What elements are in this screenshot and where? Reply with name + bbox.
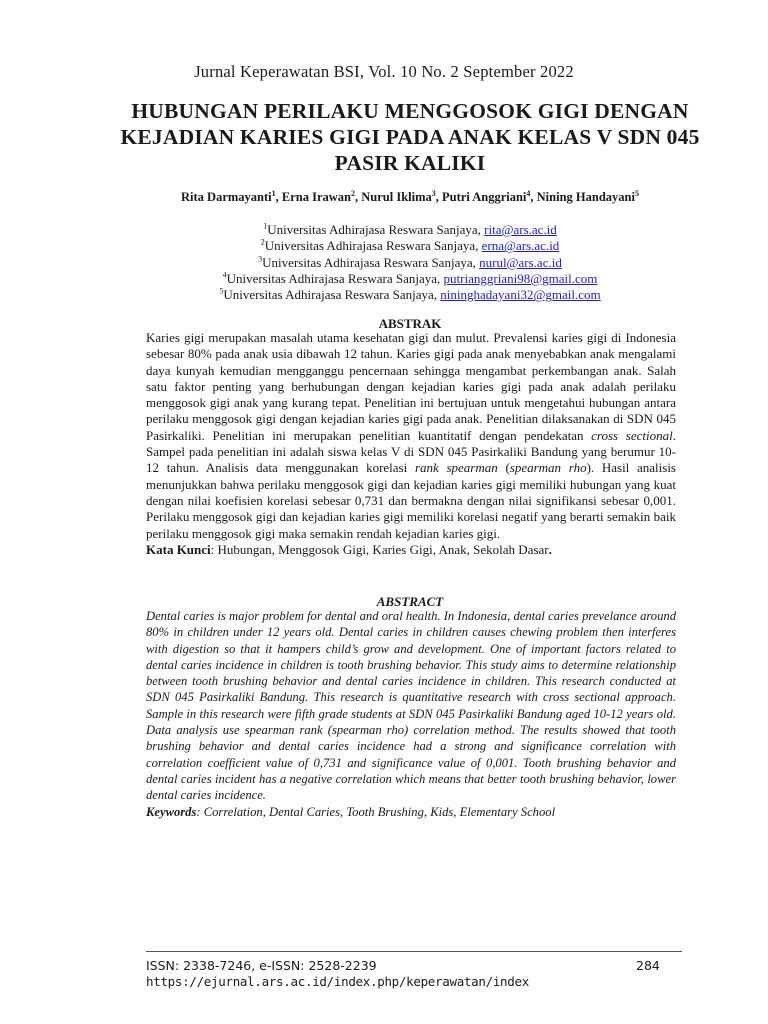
affil-text: Universitas Adhirajasa Reswara Sanjaya, <box>264 238 482 254</box>
affiliation-line <box>0 238 768 254</box>
abstrak-italic: spearman rho <box>509 460 587 476</box>
author-name: Rita Darmayanti <box>181 190 272 204</box>
paper-title: HUBUNGAN PERILAKU MENGGOSOK GIGI DENGAN KEJADIAN KARIES GIGI PADA ANAK KELAS V SDN 045 PASIR KALIKI <box>120 99 700 175</box>
affil-text: Universitas Adhirajasa Reswara Sanjaya, <box>223 287 441 303</box>
author-name: Erna Irawan <box>281 190 351 204</box>
author-sup: 4 <box>526 188 531 198</box>
abstract-body <box>146 608 676 820</box>
affiliation-line <box>0 271 768 287</box>
author-sup: 5 <box>634 188 639 198</box>
kata-kunci-end: . <box>548 541 552 557</box>
affil-sup: 2 <box>260 237 265 247</box>
affil-text: Universitas Adhirajasa Reswara Sanjaya, <box>267 222 485 237</box>
email-link[interactable]: rita@ars.ac.id <box>484 222 557 237</box>
page-number: 284 <box>636 958 660 973</box>
email-link[interactable]: nurul@ars.ac.id <box>479 254 562 270</box>
affil-sup: 3 <box>258 254 263 264</box>
journal-url[interactable]: https://ejurnal.ars.ac.id/index.php/keperawatan/index <box>146 974 529 989</box>
abstrak-text: ( <box>497 460 510 476</box>
affiliation-list <box>0 222 768 303</box>
journal-header: Jurnal Keperawatan BSI, Vol. 10 No. 2 September 2022 <box>194 62 574 81</box>
abstrak-text: ). Hasil analisis menunjukkan bahwa perilaku menggosok gigi dan kejadian karies gigi memiliki hubungan yang kuat dengan nilai koefisien korelasi sebesar 0,731 dan bermakna dengan nilai signifikansi sebesar 0,001. Perilaku menggosok gigi dan kejadian karies gigi memiliki korelasi negatif yang berarti semakin baik perilaku menggosok gigi maka semakin rendah kejadian karies gigi. <box>146 460 676 541</box>
abstract-heading: ABSTRACT <box>376 594 444 609</box>
abstrak-body <box>146 330 676 558</box>
kata-kunci-text: : Hubungan, Menggosok Gigi, Karies Gigi, Anak, Sekolah Dasar <box>210 541 549 557</box>
author-sep: , <box>435 190 443 204</box>
affil-text: Universitas Adhirajasa Reswara Sanjaya, <box>226 270 444 286</box>
author-sup: 1 <box>271 188 276 198</box>
author-list <box>0 190 768 205</box>
email-link[interactable]: putrianggriani98@gmail.com <box>443 270 598 286</box>
author-name: Nurul Iklima <box>361 190 432 204</box>
author-name: Nining Handayani <box>536 190 635 204</box>
author-sup: 2 <box>351 188 355 198</box>
abstrak-italic: rank spearman <box>414 460 498 476</box>
author-name: Putri Anggriani <box>442 190 527 204</box>
keywords <box>146 804 676 820</box>
affiliation-line <box>0 222 768 238</box>
keywords-label: Keywords <box>146 804 197 819</box>
affil-text: Universitas Adhirajasa Reswara Sanjaya, <box>262 254 480 270</box>
author-sup: 3 <box>431 188 436 198</box>
abstract-paragraph: Dental caries is major problem for dental and oral health. In Indonesia, dental caries prevelance around 80% in children under 12 years old. Dental caries in children causes chewing problem then interferes with digestion so that it hampers child’s grow and development. One of important factors related to dental caries incidence in children is tooth brushing behavior. This study aims to determine relationship between tooth brushing behavior and dental caries incidence in children. This research conducted at SDN 045 Pasirkaliki Bandung. This research is quantitative research with cross sectional approach. Sample in this research were fifth grade students at SDN 045 Pasirkaliki Bandung aged 10-12 years old. Data analysis use spearman rank (spearman rho) correlation method. The results showed that tooth brushing behavior and dental caries incidence had a strong and significance correlation with correlation coefficient value of 0,731 and significance value of 0,001. Tooth brushing behavior and dental caries incident has a negative correlation which means that better tooth brushing behavior, lower dental caries incidence. <box>146 609 676 803</box>
author-sep: , <box>275 190 282 204</box>
affil-sup: 1 <box>263 221 268 231</box>
email-link[interactable]: erna@ars.ac.id <box>481 238 560 254</box>
affiliation-line <box>0 255 768 271</box>
author-sep: , <box>355 190 362 204</box>
email-link[interactable]: nininghadayani32@gmail.com <box>440 287 601 303</box>
abstrak-text: Karies gigi merupakan masalah utama kesehatan gigi dan mulut. Prevalensi karies gigi di Indonesia sebesar 80% pada anak usia dibawah 12 tahun. Karies gigi pada anak menyebabkan anak mengalami daya kunyah kemudian mengganggu pencernaan sehingga mengambat perkembangan anak. Salah satu faktor penting yang berhubungan dengan kejadian karies gigi pada anak adalah perilaku menggosok gigi anak yang kurang tepat. Penelitian ini bertujuan untuk mengetahui hubungan antara perilaku menggosok gigi dengan kejadian karies gigi pada anak. Penelitian dilaksanakan di SDN 045 Pasirkaliki. Penelitian ini merupakan penelitian kuantitatif dengan pendekatan <box>146 330 676 443</box>
kata-kunci <box>146 542 676 558</box>
affiliation-line <box>0 287 768 303</box>
abstrak-italic: cross sectional <box>591 427 673 443</box>
footer-rule <box>146 951 682 952</box>
abstrak-text: . Sampel pada penelitian ini adalah siswa kelas V di SDN 045 Pasirkaliki Bandung yang berumur 10-12 tahun. Analisis data menggunakan korelasi <box>146 427 676 476</box>
abstrak-heading: ABSTRAK <box>378 316 442 331</box>
keywords-text: : Correlation, Dental Caries, Tooth Brushing, Kids, Elementary School <box>196 804 556 819</box>
issn-text: ISSN: 2338-7246, e-ISSN: 2528-2239 <box>146 958 377 973</box>
affil-sup: 4 <box>222 270 227 280</box>
kata-kunci-label: Kata Kunci <box>146 541 211 557</box>
abstrak-paragraph <box>146 330 676 542</box>
affil-sup: 5 <box>219 286 224 296</box>
author-sep: , <box>530 190 537 204</box>
